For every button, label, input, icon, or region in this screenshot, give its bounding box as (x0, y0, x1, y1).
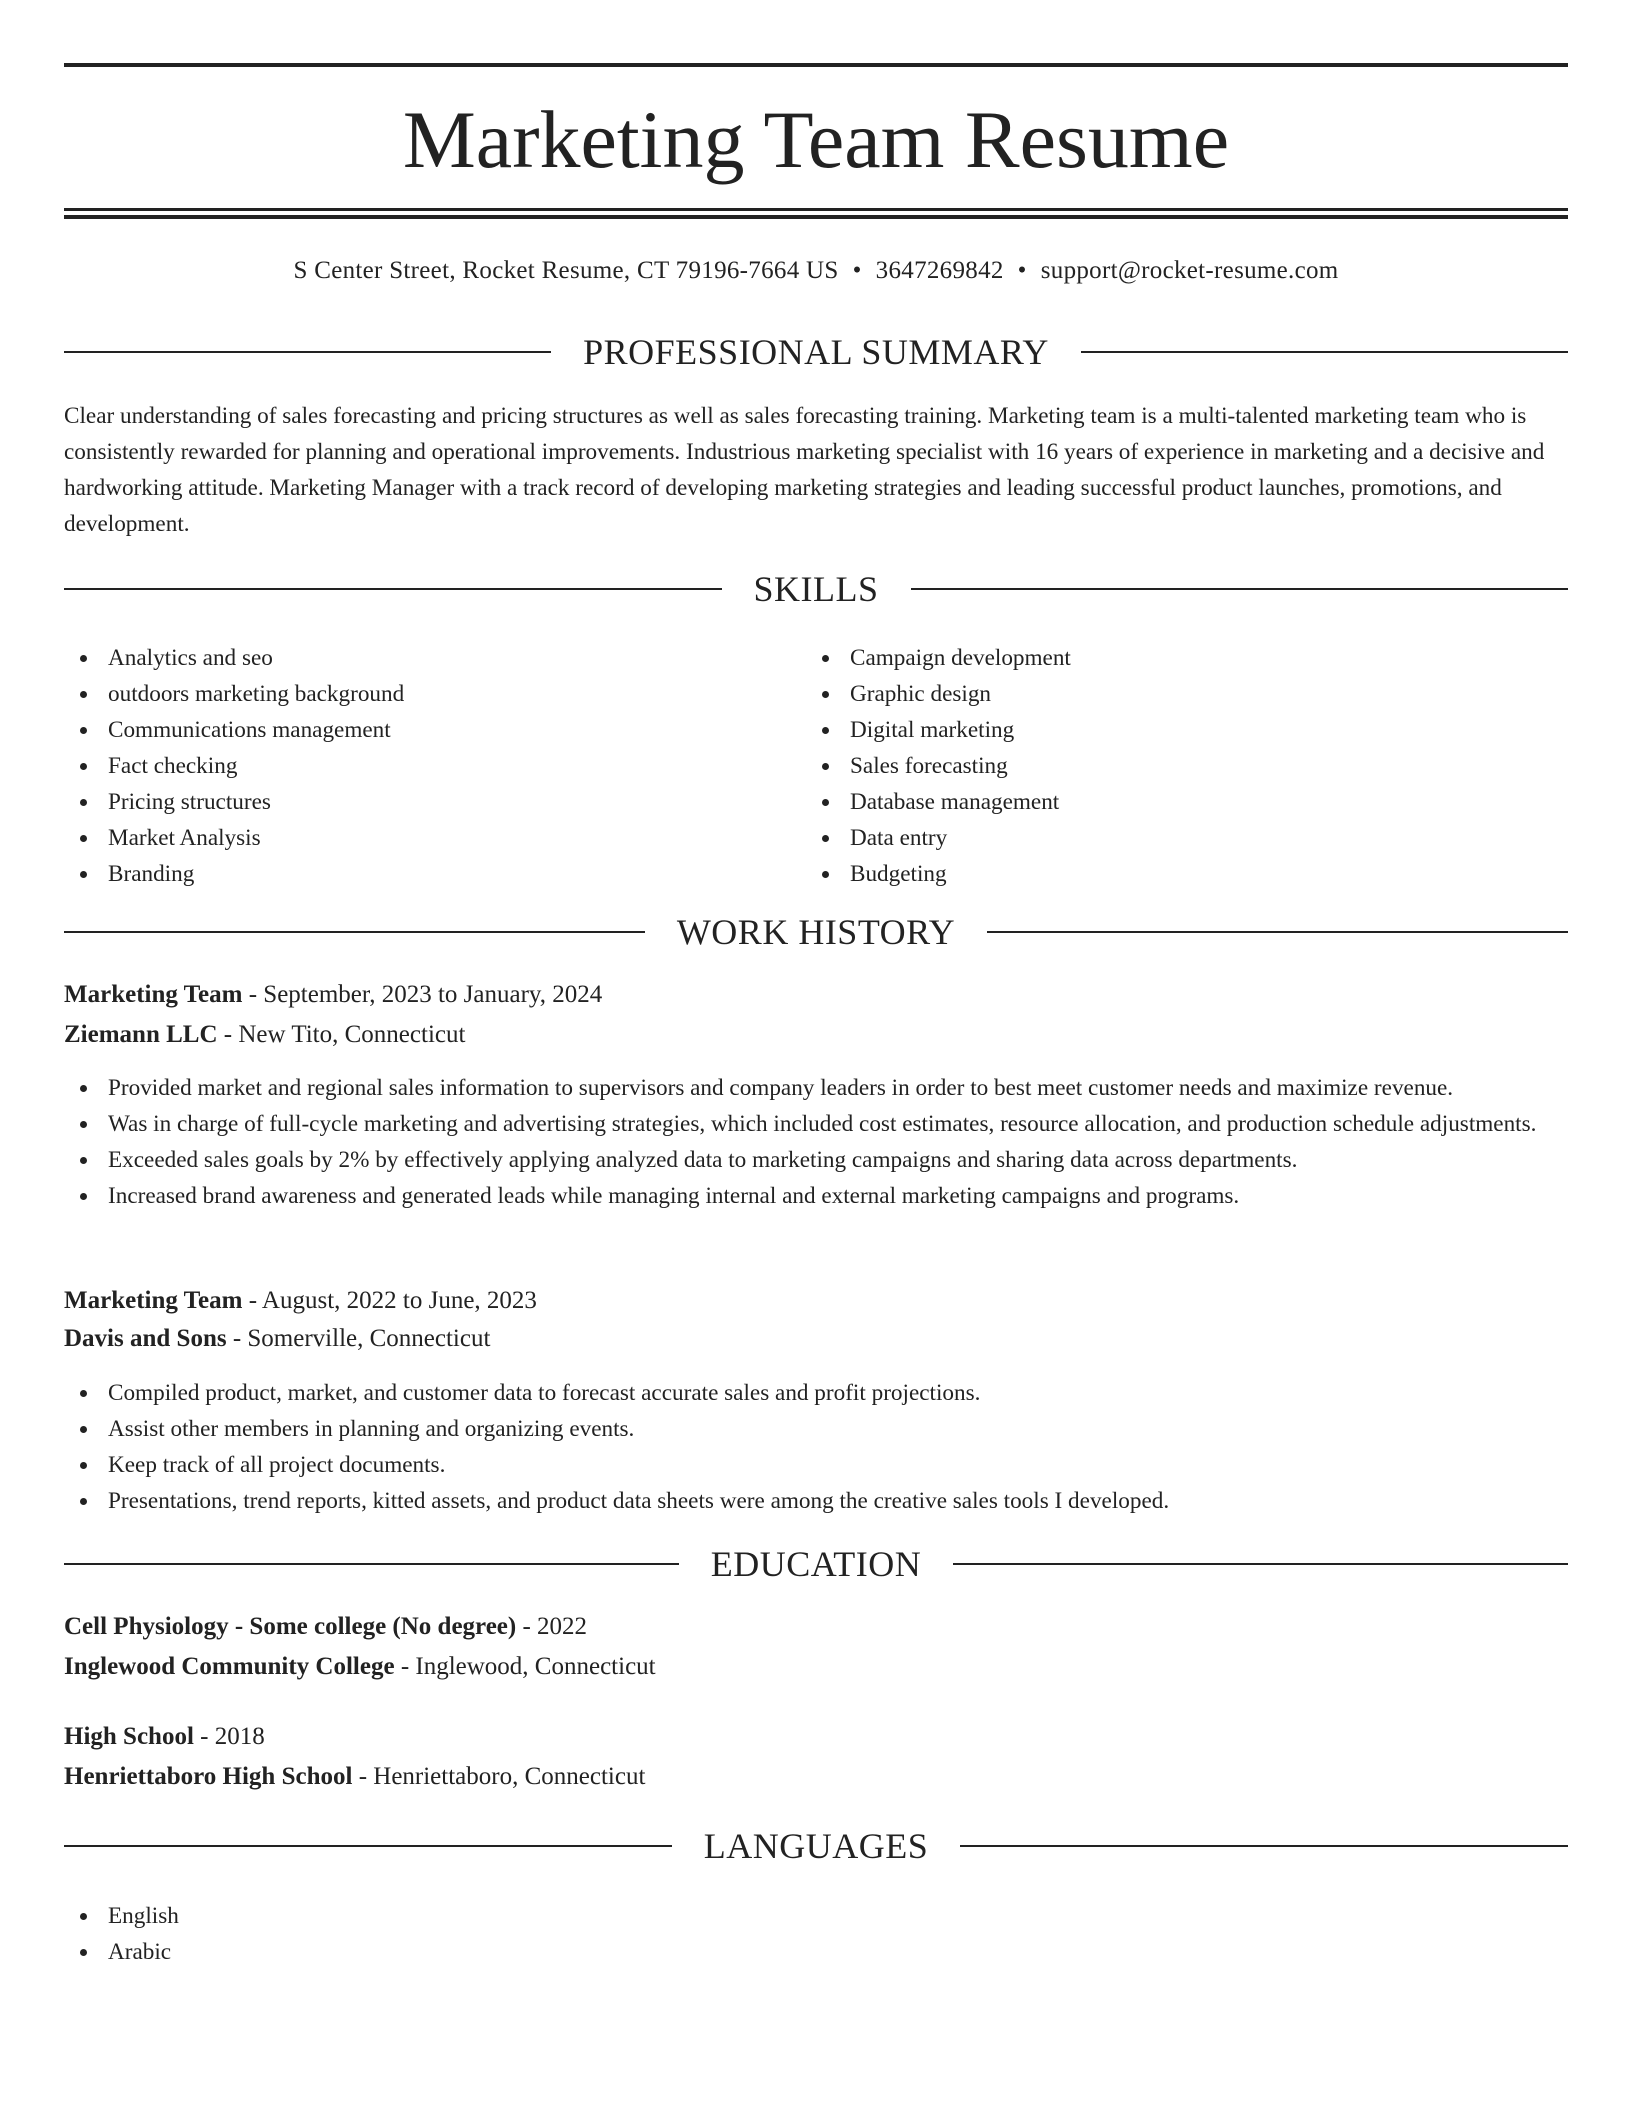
skill-item: Campaign development (806, 640, 1506, 676)
job-bullet: Compiled product, market, and customer data to forecast accurate sales and profit projections. (64, 1375, 1568, 1411)
education-school-line (64, 1758, 1568, 1796)
divider (64, 1845, 672, 1847)
job-location: - New Tito, Connecticut (217, 1021, 466, 1048)
language-item: Arabic (64, 1934, 1568, 1970)
divider (960, 1845, 1568, 1847)
education-school: Inglewood Community College (64, 1653, 395, 1680)
job-title-line (64, 976, 1568, 1014)
education-location: - Henriettaboro, Connecticut (352, 1763, 646, 1790)
languages-heading-label: LANGUAGES (703, 1826, 929, 1866)
skill-item: Analytics and seo (64, 640, 764, 676)
job-bullets (64, 1375, 1568, 1519)
education-heading (64, 1542, 1568, 1586)
title-rule-lower (64, 215, 1568, 219)
job-dates: - September, 2023 to January, 2024 (242, 981, 603, 1008)
contact-phone: 3647269842 (875, 257, 1004, 284)
top-rule (64, 63, 1568, 67)
skill-item: Branding (64, 856, 764, 892)
job-bullets (64, 1070, 1568, 1214)
languages-list (64, 1898, 1568, 1970)
education-heading-label: EDUCATION (710, 1544, 922, 1584)
divider (911, 588, 1569, 590)
skills-heading-label: SKILLS (753, 569, 879, 609)
skills-list-left (64, 640, 764, 892)
job-dates: - August, 2022 to June, 2023 (242, 1287, 537, 1314)
job-title-line (64, 1282, 1568, 1320)
education-year: - 2022 (516, 1613, 588, 1640)
skills-list-right (806, 640, 1506, 892)
job-company-line (64, 1016, 1568, 1054)
divider (64, 351, 551, 353)
summary-heading (64, 330, 1568, 374)
divider (1081, 351, 1568, 353)
skill-item: Market Analysis (64, 820, 764, 856)
resume-title: Marketing Team Resume (402, 94, 1230, 185)
contact-separator: • (852, 257, 862, 284)
summary-text: Clear understanding of sales forecasting and pricing structures as well as sales forecasting training. Marketing team is a multi-talented marketing team who is consistently rewarded for planning and operational improvements. Industrious marketing specialist with 16 years of experience in marketing and a decisive and hardworking attitude. Marketing Manager with a track record of developing marketing strategies and leading successful product launches, promotions, and development. (64, 403, 1545, 537)
job-bullet: Increased brand awareness and generated leads while managing internal and external marketing campaigns and programs. (64, 1178, 1568, 1214)
job-bullet: Assist other members in planning and organizing events. (64, 1411, 1568, 1447)
work-heading (64, 910, 1568, 954)
divider (953, 1563, 1568, 1565)
skill-item: Sales forecasting (806, 748, 1506, 784)
education-degree: Cell Physiology - Some college (No degree) (64, 1613, 517, 1640)
contact-address: S Center Street, Rocket Resume, CT 79196-7664 US (293, 257, 839, 284)
job-bullet: Keep track of all project documents. (64, 1447, 1568, 1483)
skill-item: outdoors marketing background (64, 676, 764, 712)
skill-item: Pricing structures (64, 784, 764, 820)
divider (64, 931, 645, 933)
education-year: - 2018 (193, 1723, 265, 1750)
education-location: - Inglewood, Connecticut (394, 1653, 656, 1680)
skill-item: Digital marketing (806, 712, 1506, 748)
job-bullet: Exceeded sales goals by 2% by effectively applying analyzed data to marketing campaigns and sharing data across departments. (64, 1142, 1568, 1178)
divider (64, 1563, 679, 1565)
title-rule-upper (64, 208, 1568, 211)
skill-item: Graphic design (806, 676, 1506, 712)
summary-heading-label: PROFESSIONAL SUMMARY (583, 332, 1049, 372)
job-title: Marketing Team (64, 981, 243, 1008)
job-bullet: Provided market and regional sales information to supervisors and company leaders in order to best meet customer needs and maximize revenue. (64, 1070, 1568, 1106)
contact-line (64, 254, 1568, 288)
skill-item: Communications management (64, 712, 764, 748)
job-bullet: Presentations, trend reports, kitted assets, and product data sheets were among the creative sales tools I developed. (64, 1483, 1568, 1519)
education-degree-line (64, 1718, 1568, 1756)
skill-item: Budgeting (806, 856, 1506, 892)
skill-item: Fact checking (64, 748, 764, 784)
job-title: Marketing Team (64, 1287, 243, 1314)
contact-separator: • (1017, 257, 1027, 284)
languages-heading (64, 1824, 1568, 1868)
job-company: Ziemann LLC (64, 1021, 218, 1048)
divider (987, 931, 1568, 933)
education-school-line (64, 1648, 1568, 1686)
work-heading-label: WORK HISTORY (676, 912, 956, 952)
job-company-line (64, 1320, 1568, 1358)
job-company: Davis and Sons (64, 1325, 227, 1352)
skill-item: Database management (806, 784, 1506, 820)
education-degree-line (64, 1608, 1568, 1646)
skill-item: Data entry (806, 820, 1506, 856)
job-location: - Somerville, Connecticut (226, 1325, 491, 1352)
divider (64, 588, 722, 590)
education-degree: High School (64, 1723, 194, 1750)
education-school: Henriettaboro High School (64, 1763, 353, 1790)
skills-heading (64, 567, 1568, 611)
language-item: English (64, 1898, 1568, 1934)
contact-email: support@rocket-resume.com (1040, 257, 1339, 284)
job-bullet: Was in charge of full-cycle marketing and advertising strategies, which included cost estimates, resource allocation, and production schedule adjustments. (64, 1106, 1568, 1142)
